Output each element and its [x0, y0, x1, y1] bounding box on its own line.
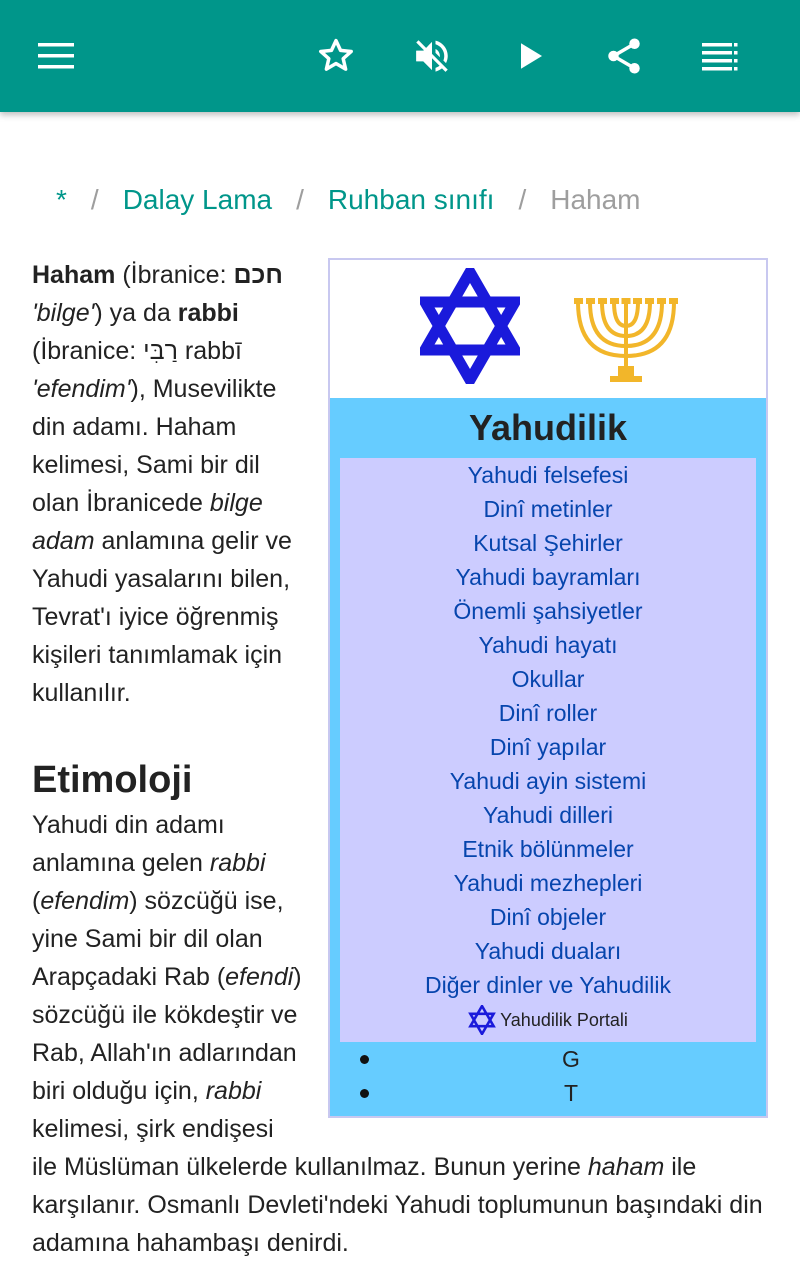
- emphasis: efendi: [225, 963, 294, 991]
- infobox-link[interactable]: Okullar: [511, 666, 585, 692]
- breadcrumb: [56, 180, 640, 220]
- menu-icon: [36, 41, 76, 71]
- play-button[interactable]: [502, 28, 558, 84]
- text-span: (İbranice:: [32, 337, 144, 365]
- text-span: ) sözcüğü ise, yine Sami bir dil olan Arapçadaki Rab (: [32, 887, 284, 991]
- infobox: [328, 258, 768, 1118]
- infobox-link[interactable]: Önemli şahsiyetler: [453, 598, 643, 624]
- play-icon: [512, 38, 548, 74]
- text-span: kelimesi, şirk endişesi ile Müslüman ülkelerde kullanılmaz. Bunun yerine: [32, 1115, 588, 1181]
- app-bar: [0, 0, 800, 112]
- infobox-link[interactable]: Yahudi dilleri: [483, 802, 613, 828]
- infobox-link[interactable]: Yahudi hayatı: [478, 632, 618, 658]
- emphasis: bilge adam: [32, 489, 263, 555]
- favorite-button[interactable]: [308, 28, 364, 84]
- infobox-title: Yahudilik: [468, 407, 628, 448]
- share-icon: [603, 35, 645, 77]
- menorah-icon: [574, 296, 678, 384]
- text-span: anlamına gelir ve Yahudi yasalarını bilen, Tevrat'ı iyice öğrenmiş kişileri tanımlamak için kullanılır.: [32, 527, 292, 707]
- infobox-link[interactable]: Dinî yapılar: [489, 734, 607, 760]
- gloss: 'bilge': [32, 299, 95, 327]
- text-span: ), Musevilikte din adamı. Haham kelimesi, Sami bir dil olan İbranicede: [32, 375, 277, 517]
- emphasis: rabbi: [209, 849, 266, 877]
- navbox-list: [330, 1042, 766, 1116]
- breadcrumb-current: Haham: [550, 184, 641, 215]
- text-span: (: [32, 887, 41, 915]
- term-rabbi: rabbi: [177, 299, 239, 327]
- infobox-link[interactable]: Dinî metinler: [483, 496, 613, 522]
- infobox-link[interactable]: Etnik bölünmeler: [462, 836, 634, 862]
- text-span: ) ya da: [94, 299, 178, 327]
- star-of-david-icon: [420, 268, 520, 384]
- infobox-link[interactable]: Dinî roller: [498, 700, 598, 726]
- text-span: ile karşılanır. Osmanlı Devleti'ndeki Yahudi toplumunun başındaki din adamına hahambaşı denirdi.: [32, 1153, 763, 1257]
- text-span: (İbranice:: [115, 261, 234, 289]
- infobox-link[interactable]: Yahudi bayramları: [455, 564, 641, 590]
- bullet-icon: [360, 1055, 369, 1064]
- infobox-link[interactable]: Yahudi duaları: [474, 938, 622, 964]
- emphasis: haham: [587, 1153, 665, 1181]
- navbox-item: [330, 1076, 766, 1110]
- infobox-link[interactable]: Dinî objeler: [489, 904, 607, 930]
- term-haham: Haham: [32, 261, 116, 289]
- infobox-link[interactable]: Kutsal Şehirler: [473, 530, 623, 556]
- article-content: [32, 256, 768, 1262]
- hebrew-word: רַבִּי: [143, 337, 178, 365]
- hebrew-word: חכם: [233, 261, 283, 289]
- playlist-icon: [700, 41, 740, 71]
- navbox-link[interactable]: G: [562, 1046, 580, 1072]
- text-span: ) sözcüğü ile kökdeştir ve Rab, Allah'ın adlarından biri olduğu için,: [32, 963, 302, 1105]
- breadcrumb-item-dalay-lama[interactable]: Dalay Lama: [122, 184, 273, 215]
- portal-link[interactable]: Yahudilik Portali: [500, 1010, 628, 1030]
- section-heading: Etimoloji: [32, 759, 193, 801]
- breadcrumb-separator: /: [518, 184, 527, 215]
- breadcrumb-item-home[interactable]: *: [56, 184, 67, 215]
- infobox-link[interactable]: Yahudi mezhepleri: [453, 870, 643, 896]
- infobox-link[interactable]: Yahudi ayin sistemi: [449, 768, 647, 794]
- emphasis: rabbi: [205, 1077, 262, 1105]
- navbox-link[interactable]: T: [563, 1080, 579, 1106]
- share-button[interactable]: [596, 28, 652, 84]
- breadcrumb-item-ruhban-sinifi[interactable]: Ruhban sınıfı: [327, 184, 495, 215]
- text-span: Yahudi din adamı anlamına gelen: [32, 811, 225, 877]
- infobox-link[interactable]: Yahudi felsefesi: [467, 462, 629, 488]
- text-span: rabbī: [177, 337, 242, 365]
- menu-button[interactable]: [28, 28, 84, 84]
- star-of-david-icon: [468, 1005, 496, 1035]
- infobox-link[interactable]: Diğer dinler ve Yahudilik: [425, 972, 671, 998]
- emphasis: efendim: [40, 887, 130, 915]
- infobox-links: [340, 458, 756, 1042]
- navbox-item: [330, 1042, 766, 1076]
- playlist-button[interactable]: [692, 28, 748, 84]
- gloss: 'efendim': [32, 375, 131, 403]
- star-icon: [315, 35, 357, 77]
- bullet-icon: [360, 1089, 369, 1098]
- infobox-symbols: [330, 260, 766, 398]
- breadcrumb-separator: /: [296, 184, 304, 215]
- portal-row: [340, 1002, 756, 1038]
- breadcrumb-separator: /: [90, 184, 99, 215]
- mute-button[interactable]: [404, 28, 460, 84]
- volume-off-icon: [411, 35, 453, 77]
